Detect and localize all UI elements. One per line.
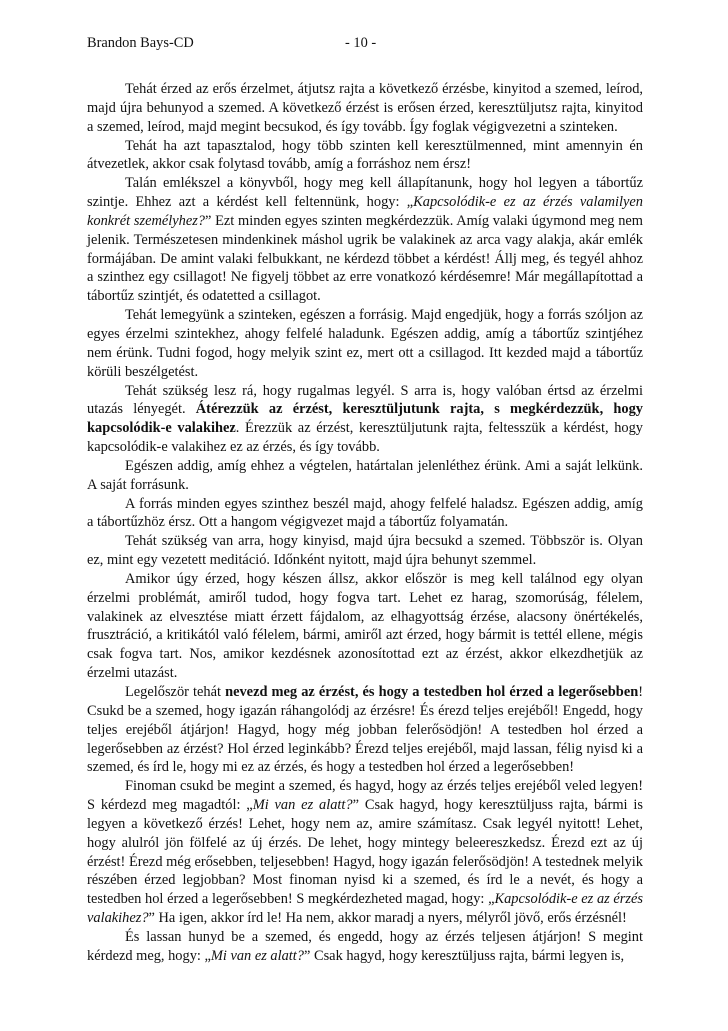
text-run: ” Csak hagyd, hogy keresztüljuss rajta, bármi legyen is, bbox=[304, 947, 625, 964]
text-run: Tehát szükség lesz rá, hogy rugalmas legyél. S arra is, hogy valóban értsd az érzelmi utazás lényegét. bbox=[87, 382, 643, 418]
paragraph bbox=[87, 174, 643, 306]
bold-text: Átérezzük az érzést, keresztüljutunk rajta, s megkérdezzük, hogy kapcsolódik-e valakihez bbox=[87, 401, 643, 437]
paragraph bbox=[87, 137, 643, 175]
text-run: ! Csukd be a szemed, hogy igazán ráhangolódj az érzésre! És érezd teljes erejéből! Engedd, hogy teljes erejéből átjárjon! Hagyd, hogy még jobban felerősödjön! A testedben hol érzed a legerősebben az érzést? Hol érzed leginkább? Érezd teljes erejéből, majd lassan, félig nyisd ki a szemed, és írd le, hogy mi ez az érzés, és hogy a testedben hol érzed a legerősebben! bbox=[87, 684, 644, 776]
text-run: ” Csak hagyd, hogy keresztüljuss rajta, bármi is legyen a következő érzés! Lehet, hogy nem az, amire számítasz. Csak legyél nyitott! Lehet, hogy alulról jön fölfelé az új érzés. De lehet, hogy mintegy beleereszkedsz. Érezd ezt az új érzést! Érezd még erősebben, teljesebben! Hagyd, hogy igazán felerősödjön! A testednek melyik részében érzed legjobban? Most finoman nyisd ki a szemed, és írd le a nevét, és hogy a testedben hol érzed a legerősebben! S megkérdezheted magad, hogy: „ bbox=[87, 797, 644, 908]
paragraph bbox=[87, 570, 643, 683]
text-run: Legelőször tehát bbox=[125, 684, 226, 700]
paragraph bbox=[87, 495, 643, 533]
paragraph bbox=[87, 777, 643, 928]
text-run: Tehát szükség van arra, hogy kinyisd, majd újra becsukd a szemed. Többször is. Olyan ez, mint egy vezetett meditáció. Időnként nyitott, majd újra behunyt szemmel. bbox=[87, 533, 643, 569]
paragraph bbox=[87, 457, 643, 495]
italic-text: Kapcsolódik-e ez az érzés valakihez? bbox=[87, 891, 643, 927]
italic-text: Mi van ez alatt? bbox=[210, 947, 304, 964]
italic-text: Kapcsolódik-e ez az érzés valamilyen konkrét személyhez? bbox=[87, 194, 643, 229]
text-run: Tehát érzed az erős érzelmet, átjutsz rajta a következő érzésbe, kinyitod a szemed, leírod, majd újra behunyod a szemed. A következő érzést is erősen érzed, keresztüljutsz rajta, kinyitod a szemed, leírod, majd megint becsukod, és így tovább. Így foglak végigvezetni a szinteken. bbox=[87, 81, 643, 135]
paragraph bbox=[87, 306, 643, 381]
body-text bbox=[87, 80, 643, 966]
header-author: Brandon Bays-CD bbox=[87, 35, 194, 51]
paragraph bbox=[87, 928, 643, 966]
text-run: ” Ezt minden egyes szinten megkérdezzük. Amíg valaki úgymond meg nem jelenik. Természetesen mindenkinek máshol ugrik be valakinek az arca vagy alakja, akár emlék formájában. De amint valaki felbukkant, ne kérdezd többet a kérdést! Állj meg, és tegyél ahhoz a szinthez egy csillagot! Ne figyelj többet az erre vonatkozó kérdésemre! Már megállapítottad a tábortűz szintjét, és odatetted a csillagot. bbox=[87, 212, 643, 305]
bold-text: nevezd meg az érzést, és hogy a testedben hol érzed a legerősebben bbox=[225, 684, 639, 700]
paragraph bbox=[87, 80, 643, 137]
page-number: - 10 - bbox=[345, 35, 377, 51]
text-run: Finoman csukd be megint a szemed, és hagyd, hogy az érzés teljes erejéből veled legyen! S kérdezd meg magadtól: „ bbox=[87, 778, 643, 814]
text-run: Talán emlékszel a könyvből, hogy meg kell állapítanunk, hogy hol legyen a tábortűz szintje. Ehhez azt a kérdést kell feltennünk, hogy: „ bbox=[87, 175, 643, 211]
page-header bbox=[87, 32, 643, 54]
paragraph bbox=[87, 532, 643, 570]
text-run: Egészen addig, amíg ehhez a végtelen, határtalan jelenléthez érünk. Ami a saját lelkünk. A saját forrásunk. bbox=[87, 457, 643, 493]
text-run: Tehát ha azt tapasztalod, hogy több szinten kell keresztülmenned, mint amennyin én átvezetlek, akkor csak folytasd tovább, amíg a forráshoz nem érsz! bbox=[87, 137, 643, 173]
paragraph bbox=[87, 683, 643, 777]
text-run: Amikor úgy érzed, hogy készen állsz, akkor először is meg kell találnod egy olyan érzelmi problémát, amiről tudod, hogy fogva tart. Lehet ez harag, szomorúság, félelem, valakinek az elvesztése miatt érzett fájdalom, az elhagyottság érzése, alacsony önértékelés, frusztráció, a kritikától való félelem, bármi, amiről azt érzed, hogy bármit is tettél ellene, mégis csak fogva tart. Nos, amikor kezdésnek azonosítottad ezt az érzést, akkor elkezdhetjük az érzelmi utazást. bbox=[87, 570, 643, 682]
text-run: A forrás minden egyes szinthez beszél majd, ahogy felfelé haladsz. Egészen addig, amíg a tábortűzhöz érsz. Ott a hangom végigvezet majd a tábortűz folyamatán. bbox=[87, 495, 643, 531]
italic-text: Mi van ez alatt? bbox=[252, 797, 353, 814]
text-run: Tehát lemegyünk a szinteken, egészen a forrásig. Majd engedjük, hogy a forrás szóljon az egyes érzelmi szintekhez, ahogy felfelé haladunk. Egészen addig, amíg a tábortűz szintjéhez nem érünk. Tudni fogod, hogy melyik szint ez, mert ott a csillagod. Itt kezded majd a tábortűz körüli beszélgetést. bbox=[87, 307, 643, 380]
text-run: . Érezzük az érzést, keresztüljutunk rajta, feltesszük a kérdést, hogy kapcsolódik-e valakihez ez az érzés, és így tovább. bbox=[87, 420, 643, 456]
text-run: És lassan hunyd be a szemed, és engedd, hogy az érzés teljesen átjárjon! S megint kérdezd meg, hogy: „ bbox=[87, 928, 643, 964]
paragraph bbox=[87, 382, 643, 457]
text-run: ” Ha igen, akkor írd le! Ha nem, akkor maradj a nyers, mélyről jövő, erős érzésnél! bbox=[148, 910, 627, 927]
